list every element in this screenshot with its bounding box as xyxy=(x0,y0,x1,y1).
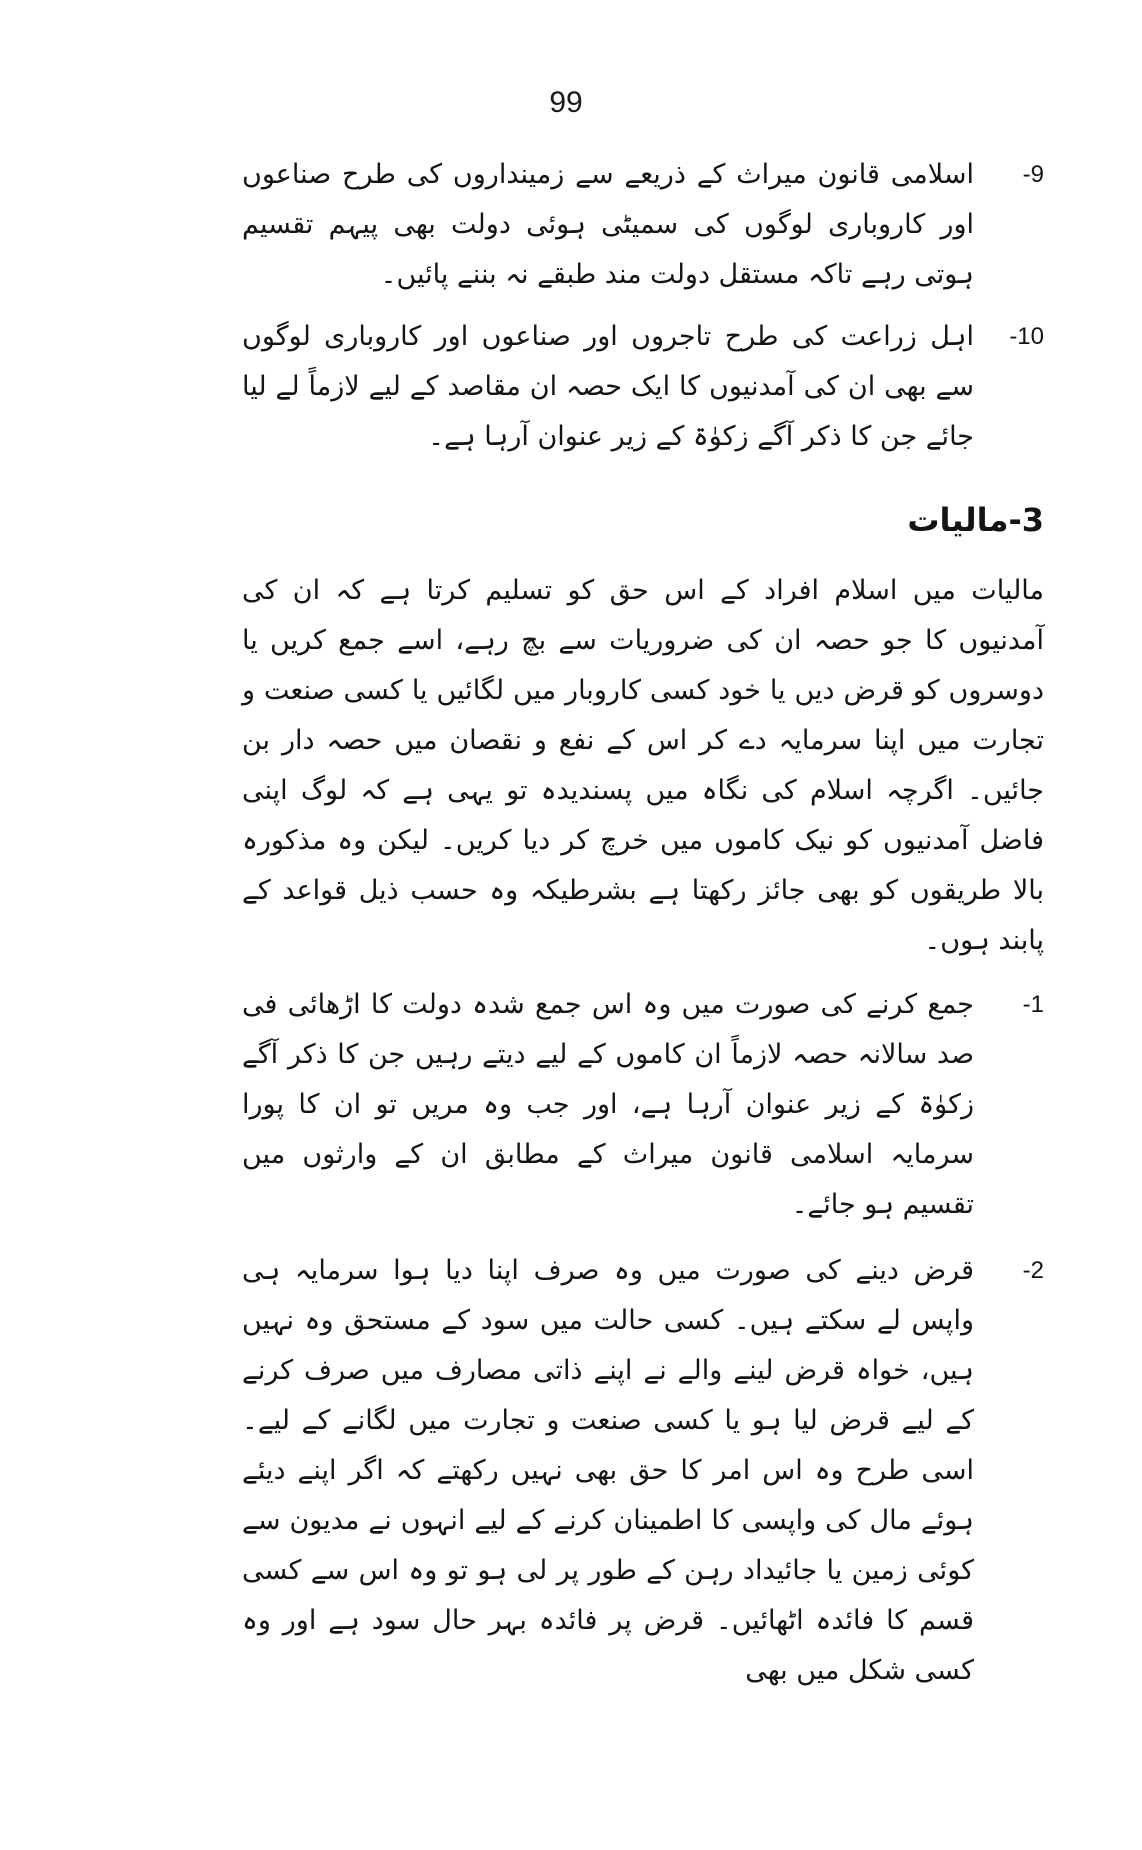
list-item-number: -1 xyxy=(1022,991,1044,1018)
numbered-list-top xyxy=(242,150,1044,462)
list-item-number: -10 xyxy=(1009,323,1044,350)
list-item-text: جمع کرنے کی صورت میں وہ اس جمع شدہ دولت کا اڑھائی فی صد سالانہ حصہ لازماً ان کاموں کے لیے دیتے رہیں جن کا ذکر آگے زکوٰۃ کے زیر عنوان آرہا ہے، اور جب وہ مریں تو ان کا پورا سرمایہ اسلامی قانون میراث کے مطابق ان کے وارثوں میں تقسیم ہو جائے۔ xyxy=(242,989,974,1220)
section-paragraph: مالیات میں اسلام افراد کے اس حق کو تسلیم کرتا ہے کہ ان کی آمدنیوں کا جو حصہ ان کی ضروریات سے بچ رہے، اسے جمع کریں یا دوسروں کو قرض دیں یا خود کسی کاروبار میں لگائیں یا کسی صنعت و تجارت میں اپنا سرمایہ دے کر اس کے نفع و نقصان میں حصہ دار بن جائیں۔ اگرچہ اسلام کی نگاہ میں پسندیدہ تو یہی ہے کہ لوگ اپنی فاضل آمدنیوں کو نیک کاموں میں خرچ کر دیا کریں۔ لیکن وہ مذکورہ بالا طریقوں کو بھی جائز رکھتا ہے بشرطیکہ وہ حسب ذیل قواعد کے پابند ہوں۔ xyxy=(242,575,1044,956)
section-heading: 3-مالیات xyxy=(907,501,1044,539)
list-item-text: اہل زراعت کی طرح تاجروں اور صناعوں اور کاروباری لوگوں سے بھی ان کی آمدنیوں کا ایک حصہ ان مقاصد کے لیے لازماً لے لیا جائے جن کا ذکر آگے زکوٰۃ کے زیر عنوان آرہا ہے۔ xyxy=(242,321,974,452)
list-item-number: -2 xyxy=(1022,1257,1044,1284)
list-item-2 xyxy=(242,1246,1044,1696)
list-item-number: -9 xyxy=(1022,161,1044,188)
numbered-list-bottom xyxy=(242,980,1044,1696)
page-body xyxy=(242,150,1044,1696)
list-item-text: اسلامی قانون میراث کے ذریعے سے زمینداروں کی طرح صناعوں اور کاروباری لوگوں کی سمیٹی ہوئی دولت بھی پیہم تقسیم ہوتی رہے تاکہ مستقل دولت مند طبقے نہ بننے پائیں۔ xyxy=(242,159,974,290)
page-number: 99 xyxy=(549,86,583,119)
list-item-10 xyxy=(242,312,1044,462)
list-item-text: قرض دینے کی صورت میں وہ صرف اپنا دیا ہوا سرمایہ ہی واپس لے سکتے ہیں۔ کسی حالت میں سود کے مستحق وہ نہیں ہیں، خواہ قرض لینے والے نے اپنے ذاتی مصارف میں صرف کرنے کے لیے قرض لیا ہو یا کسی صنعت و تجارت میں لگانے کے لیے۔ اسی طرح وہ اس امر کا حق بھی نہیں رکھتے کہ اگر اپنے دیئے ہوئے مال کی واپسی کا اطمینان کرنے کے لیے انہوں نے مدیون سے کوئی زمین یا جائیداد رہن کے طور پر لی ہو تو وہ اس سے کسی قسم کا فائدہ اٹھائیں۔ قرض پر فائدہ بہر حال سود ہے اور وہ کسی شکل میں بھی xyxy=(242,1255,974,1686)
list-item-1 xyxy=(242,980,1044,1230)
list-item-9 xyxy=(242,150,1044,300)
